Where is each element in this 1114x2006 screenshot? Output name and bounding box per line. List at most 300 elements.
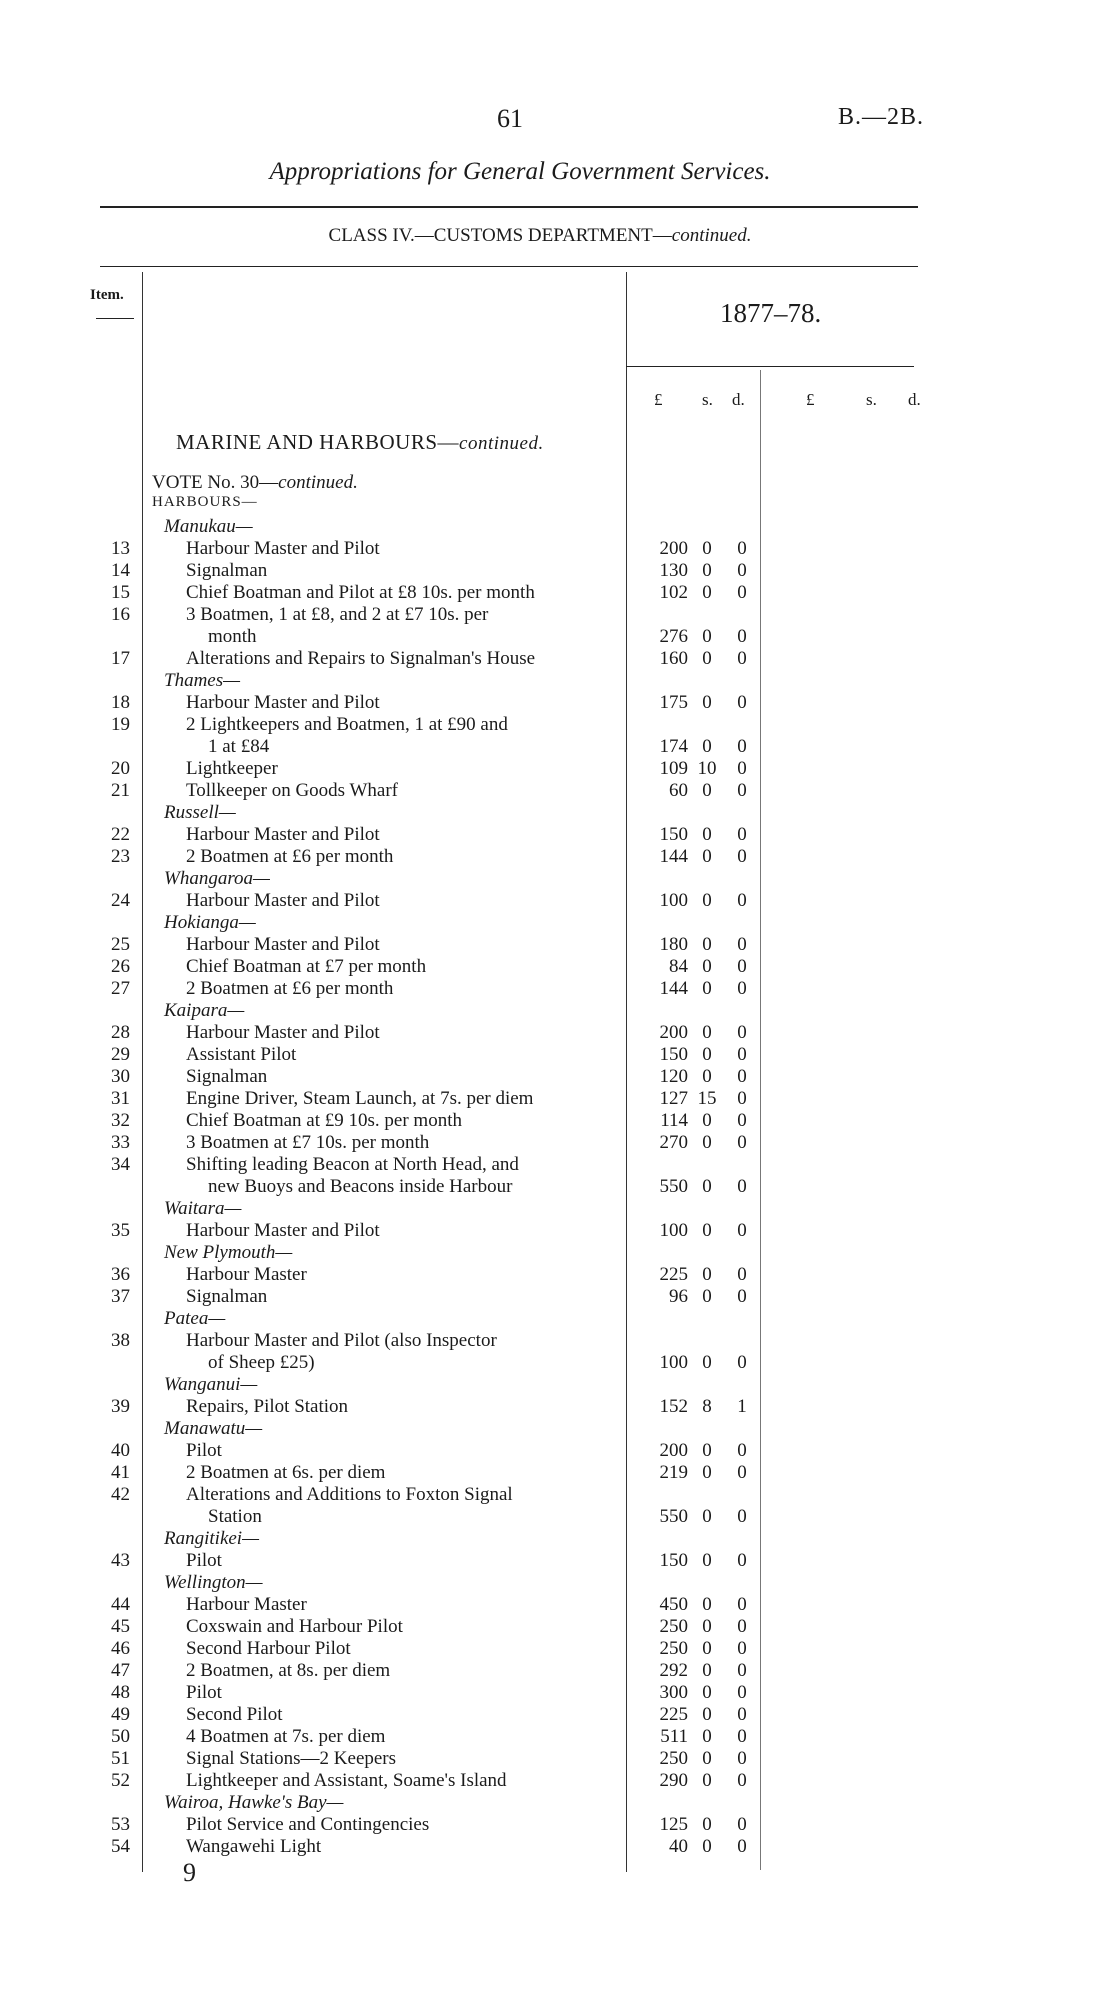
amount-pence: 0 (737, 1044, 747, 1065)
amount-pounds: 100 (659, 1352, 688, 1373)
item-description-text: Second Harbour Pilot (186, 1638, 351, 1659)
page-title: Appropriations for General Government Services. (269, 158, 771, 185)
item-description-text: Chief Boatman at £9 10s. per month (186, 1110, 462, 1131)
item-number: 28 (111, 1022, 130, 1043)
amount-shillings: 0 (702, 1066, 712, 1087)
amount-pounds: 120 (659, 1066, 688, 1087)
item-description (186, 1836, 616, 1858)
table-row (0, 1220, 1114, 1242)
amount-pence: 0 (737, 934, 747, 955)
amount-pence: 0 (737, 1638, 747, 1659)
item-description (186, 538, 616, 560)
amount-shillings: 10 (697, 758, 717, 779)
amount-pounds: 152 (659, 1396, 688, 1417)
amount-shillings: 0 (702, 1264, 712, 1285)
amount-pence: 0 (737, 1264, 747, 1285)
table-row (0, 890, 1114, 912)
item-description (186, 1132, 616, 1154)
item-number: 51 (111, 1748, 130, 1769)
group-heading: New Plymouth— (164, 1242, 293, 1263)
amount-pence: 0 (737, 692, 747, 713)
amount-pence: 0 (737, 1440, 747, 1461)
item-number: 40 (111, 1440, 130, 1461)
amount-pounds: 96 (669, 1286, 688, 1307)
amount-pence: 0 (737, 1088, 747, 1109)
item-description-text: Pilot (186, 1550, 222, 1571)
amount-pounds: 219 (659, 1462, 688, 1483)
table-row (0, 1132, 1114, 1154)
table-row (0, 934, 1114, 956)
amount-pounds: 125 (659, 1814, 688, 1835)
shillings-header: s. (702, 390, 713, 409)
amount-pounds: 127 (659, 1088, 688, 1109)
amount-pounds: 200 (659, 538, 688, 559)
amount-pounds: 250 (659, 1616, 688, 1637)
amount-pounds: 144 (659, 978, 688, 999)
item-number: 13 (111, 538, 130, 559)
group-heading: Manukau— (164, 516, 253, 537)
item-description (186, 1616, 616, 1638)
table-row (0, 956, 1114, 978)
item-description-continued: month (208, 626, 257, 647)
amount-pounds: 175 (659, 692, 688, 713)
amount-pounds: 174 (659, 736, 688, 757)
item-description (186, 604, 616, 626)
amount-pounds: 150 (659, 1044, 688, 1065)
table-row (0, 1440, 1114, 1462)
item-column-header: Item. (90, 287, 124, 303)
group-heading: Wairoa, Hawke's Bay— (164, 1792, 344, 1813)
title-rule (100, 206, 918, 208)
amount-pounds: 300 (659, 1682, 688, 1703)
item-description (186, 648, 616, 670)
amount-pence: 0 (737, 1682, 747, 1703)
amount-pounds: 450 (659, 1594, 688, 1615)
amount-pence: 0 (737, 1132, 747, 1153)
item-description-text: Repairs, Pilot Station (186, 1396, 349, 1417)
amount-shillings: 0 (702, 978, 712, 999)
amount-shillings: 0 (702, 1506, 712, 1527)
table-row (0, 1726, 1114, 1748)
item-number: 41 (111, 1462, 130, 1483)
amount-pence: 0 (737, 956, 747, 977)
amount-pounds: 130 (659, 560, 688, 581)
amount-shillings: 0 (702, 1638, 712, 1659)
item-description-text: Signalman (186, 560, 268, 581)
item-description (186, 1484, 616, 1506)
item-number: 45 (111, 1616, 130, 1637)
amount-pence: 0 (737, 1176, 747, 1197)
amount-pence: 0 (737, 846, 747, 867)
table-row (0, 1704, 1114, 1726)
class-heading (0, 225, 1040, 247)
shillings-header-2: s. (866, 390, 877, 409)
vote-text: VOTE No. 30— (152, 472, 279, 493)
item-number: 34 (111, 1154, 130, 1175)
table-row (0, 1660, 1114, 1682)
item-description (186, 1220, 616, 1242)
item-number: 48 (111, 1682, 130, 1703)
table-row (0, 1748, 1114, 1770)
item-number: 43 (111, 1550, 130, 1571)
item-description (186, 824, 616, 846)
item-description (186, 1154, 616, 1176)
group-heading: Wanganui— (164, 1374, 258, 1395)
item-description-text: Harbour Master and Pilot (also Inspector (186, 1330, 497, 1351)
amount-pence: 0 (737, 626, 747, 647)
item-number: 17 (111, 648, 130, 669)
amount-pence: 0 (737, 758, 747, 779)
item-number: 33 (111, 1132, 130, 1153)
amount-shillings: 0 (702, 626, 712, 647)
item-description-continued: new Buoys and Beacons inside Harbour (208, 1176, 513, 1197)
item-description-text: Tollkeeper on Goods Wharf (186, 780, 399, 801)
vote-suffix: continued. (278, 472, 358, 493)
amount-pence: 0 (737, 824, 747, 845)
item-number: 37 (111, 1286, 130, 1307)
amount-shillings: 0 (702, 1704, 712, 1725)
amount-pounds: 60 (669, 780, 688, 801)
item-number: 16 (111, 604, 130, 625)
amount-shillings: 0 (702, 1220, 712, 1241)
amount-shillings: 0 (702, 934, 712, 955)
item-description-text: Pilot Service and Contingencies (186, 1814, 430, 1835)
class-heading-suffix: continued. (671, 225, 752, 246)
amount-shillings: 0 (702, 1110, 712, 1131)
item-number: 14 (111, 560, 130, 581)
item-description-text: Harbour Master and Pilot (186, 934, 380, 955)
amount-pence: 0 (737, 1220, 747, 1241)
amount-pence: 0 (737, 538, 747, 559)
amount-pounds: 100 (659, 1220, 688, 1241)
amount-pounds: 250 (659, 1638, 688, 1659)
amount-shillings: 0 (702, 890, 712, 911)
item-description-text: Harbour Master and Pilot (186, 1022, 380, 1043)
amount-pence: 0 (737, 1066, 747, 1087)
amount-shillings: 0 (702, 1286, 712, 1307)
amount-shillings: 0 (702, 692, 712, 713)
amount-shillings: 15 (697, 1088, 717, 1109)
item-number: 44 (111, 1594, 130, 1615)
amount-pounds: 40 (669, 1836, 688, 1857)
pounds-header-2: £ (806, 390, 815, 409)
amount-pounds: 550 (659, 1506, 688, 1527)
amount-pence: 0 (737, 1286, 747, 1307)
item-description (186, 1330, 616, 1352)
table-row (0, 1044, 1114, 1066)
item-description (186, 934, 616, 956)
item-description-text: Wangawehi Light (186, 1836, 322, 1857)
amount-shillings: 0 (702, 1352, 712, 1373)
section-heading (176, 430, 544, 455)
table-row (0, 846, 1114, 868)
item-description (186, 1462, 616, 1484)
amount-pence: 0 (737, 1836, 747, 1857)
table-row (0, 1066, 1114, 1088)
item-description-continued: 1 at £84 (208, 736, 270, 757)
amount-pence: 0 (737, 1462, 747, 1483)
amount-pounds: 276 (659, 626, 688, 647)
class-rule (100, 266, 918, 267)
item-description-text: Harbour Master and Pilot (186, 824, 380, 845)
amount-pounds: 200 (659, 1022, 688, 1043)
item-description (186, 1682, 616, 1704)
table-row (0, 1022, 1114, 1044)
item-description-text: Harbour Master and Pilot (186, 890, 380, 911)
item-description-text: Harbour Master and Pilot (186, 692, 380, 713)
item-description (186, 1550, 616, 1572)
amount-shillings: 0 (702, 1748, 712, 1769)
item-description-text: 2 Boatmen at 6s. per diem (186, 1462, 386, 1483)
amount-pounds: 84 (669, 956, 688, 977)
group-heading: Patea— (164, 1308, 226, 1329)
item-description (186, 890, 616, 912)
item-number: 27 (111, 978, 130, 999)
table-row (0, 1594, 1114, 1616)
amount-pence: 0 (737, 780, 747, 801)
item-number: 53 (111, 1814, 130, 1835)
year-heading: 1877–78. (720, 298, 822, 328)
amount-shillings: 0 (702, 1044, 712, 1065)
item-description-text: Alterations and Additions to Foxton Signal (186, 1484, 513, 1505)
amount-pounds: 114 (660, 1110, 688, 1131)
document-reference: B.—2B. (837, 104, 924, 130)
table-row (0, 1088, 1114, 1110)
amount-shillings: 0 (702, 780, 712, 801)
amount-shillings: 0 (702, 1176, 712, 1197)
amount-pounds: 150 (659, 1550, 688, 1571)
amount-pence: 0 (737, 736, 747, 757)
item-description-text: Pilot (186, 1440, 222, 1461)
item-number: 49 (111, 1704, 130, 1725)
table-row (0, 1286, 1114, 1308)
item-description-text: 2 Boatmen at £6 per month (186, 846, 394, 867)
item-description-text: Pilot (186, 1682, 222, 1703)
item-number: 32 (111, 1110, 130, 1131)
item-description (186, 846, 616, 868)
item-number: 26 (111, 956, 130, 977)
item-number: 25 (111, 934, 130, 955)
table-row (0, 978, 1114, 1000)
item-number: 35 (111, 1220, 130, 1241)
table-row (0, 1484, 1114, 1527)
table-row (0, 582, 1114, 604)
item-description-text: Lightkeeper and Assistant, Soame's Island (186, 1770, 507, 1791)
item-number: 42 (111, 1484, 130, 1505)
amount-pence: 0 (737, 560, 747, 581)
amount-shillings: 0 (702, 1616, 712, 1637)
item-header-rule (96, 318, 134, 319)
amount-shillings: 0 (702, 736, 712, 757)
vote-heading (152, 472, 358, 494)
amount-pence: 0 (737, 582, 747, 603)
amount-shillings: 0 (702, 846, 712, 867)
item-description (186, 692, 616, 714)
group-heading: Wellington— (164, 1572, 263, 1593)
table-row (0, 1264, 1114, 1286)
item-description (186, 1396, 616, 1418)
item-description-text: Lightkeeper (186, 758, 278, 779)
table-row (0, 692, 1114, 714)
amount-pence: 0 (737, 1770, 747, 1791)
table-row (0, 1154, 1114, 1197)
amount-pounds: 225 (659, 1264, 688, 1285)
group-heading: Rangitikei— (164, 1528, 259, 1549)
amount-pence: 0 (737, 1748, 747, 1769)
amount-pounds: 511 (660, 1726, 688, 1747)
amount-pounds: 225 (659, 1704, 688, 1725)
item-number: 47 (111, 1660, 130, 1681)
table-row (0, 714, 1114, 757)
amount-shillings: 0 (702, 824, 712, 845)
amount-shillings: 0 (702, 956, 712, 977)
amount-shillings: 0 (702, 560, 712, 581)
item-number: 23 (111, 846, 130, 867)
item-description-text: Signalman (186, 1286, 268, 1307)
item-description (186, 1088, 616, 1110)
pounds-header: £ (654, 390, 663, 409)
amount-pence: 0 (737, 1616, 747, 1637)
group-heading: Manawatu— (164, 1418, 263, 1439)
item-description (186, 1594, 616, 1616)
item-description-text: Harbour Master and Pilot (186, 538, 380, 559)
amount-shillings: 0 (702, 1770, 712, 1791)
item-description-text: 4 Boatmen at 7s. per diem (186, 1726, 386, 1747)
table-row (0, 1638, 1114, 1660)
amount-pence: 0 (737, 1022, 747, 1043)
item-description-text: Alterations and Repairs to Signalman's House (186, 648, 536, 669)
item-description-text: Harbour Master (186, 1594, 307, 1615)
item-description (186, 978, 616, 1000)
item-number: 39 (111, 1396, 130, 1417)
section-heading-text: MARINE AND HARBOURS— (176, 430, 460, 454)
item-description (186, 1286, 616, 1308)
class-heading-text: CLASS IV.—CUSTOMS DEPARTMENT— (328, 225, 672, 246)
group-heading: Russell— (164, 802, 236, 823)
table-row (0, 604, 1114, 647)
amount-shillings: 0 (702, 1550, 712, 1571)
amount-pounds: 250 (659, 1748, 688, 1769)
item-number: 24 (111, 890, 130, 911)
amount-pounds: 100 (659, 890, 688, 911)
item-number: 30 (111, 1066, 130, 1087)
item-number: 19 (111, 714, 130, 735)
item-description (186, 1066, 616, 1088)
item-number: 54 (111, 1836, 130, 1857)
item-number: 29 (111, 1044, 130, 1065)
item-number: 38 (111, 1330, 130, 1351)
amount-pounds: 144 (659, 846, 688, 867)
item-description (186, 1748, 616, 1770)
item-description-text: Second Pilot (186, 1704, 283, 1725)
item-number: 21 (111, 780, 130, 801)
amount-pounds: 550 (659, 1176, 688, 1197)
item-description (186, 714, 616, 736)
item-number: 50 (111, 1726, 130, 1747)
table-row (0, 1616, 1114, 1638)
amount-pence: 1 (737, 1396, 747, 1417)
item-description (186, 1814, 616, 1836)
item-description-text: Harbour Master (186, 1264, 307, 1285)
item-number: 22 (111, 824, 130, 845)
amount-shillings: 0 (702, 1682, 712, 1703)
table-row (0, 538, 1114, 560)
item-description-text: Signal Stations—2 Keepers (186, 1748, 397, 1769)
item-description (186, 560, 616, 582)
amount-shillings: 8 (702, 1396, 712, 1417)
table-row (0, 1814, 1114, 1836)
item-description-text: 3 Boatmen, 1 at £8, and 2 at £7 10s. per (186, 604, 489, 625)
amount-shillings: 0 (702, 582, 712, 603)
item-description (186, 956, 616, 978)
item-number: 20 (111, 758, 130, 779)
amount-pounds: 200 (659, 1440, 688, 1461)
amount-pounds: 102 (659, 582, 688, 603)
table-row (0, 780, 1114, 802)
amount-pence: 0 (737, 1352, 747, 1373)
item-number: 18 (111, 692, 130, 713)
item-description (186, 1044, 616, 1066)
pence-header: d. (732, 390, 745, 409)
section-heading-suffix: continued. (459, 433, 544, 454)
item-description (186, 1264, 616, 1286)
amount-pounds: 292 (659, 1660, 688, 1681)
item-description-text: 3 Boatmen at £7 10s. per month (186, 1132, 430, 1153)
item-number: 31 (111, 1088, 130, 1109)
group-heading: Kaipara— (164, 1000, 245, 1021)
item-description (186, 758, 616, 780)
item-description-text: Chief Boatman and Pilot at £8 10s. per month (186, 582, 535, 603)
table-row (0, 1330, 1114, 1373)
item-number: 52 (111, 1770, 130, 1791)
item-description-continued: Station (208, 1506, 262, 1527)
item-description-continued: of Sheep £25) (208, 1352, 315, 1373)
table-row (0, 824, 1114, 846)
amount-shillings: 0 (702, 648, 712, 669)
item-number: 15 (111, 582, 130, 603)
amount-pounds: 160 (659, 648, 688, 669)
amount-pounds: 270 (659, 1132, 688, 1153)
page-number: 61 (497, 104, 523, 133)
item-description-text: 2 Boatmen at £6 per month (186, 978, 394, 999)
table-row (0, 1396, 1114, 1418)
group-heading: Whangaroa— (164, 868, 270, 889)
amount-pounds: 109 (659, 758, 688, 779)
table-row (0, 1110, 1114, 1132)
footer-mark: 9 (183, 1858, 196, 1887)
amount-pence: 0 (737, 890, 747, 911)
pence-header-2: d. (908, 390, 921, 409)
item-description-text: Harbour Master and Pilot (186, 1220, 380, 1241)
item-description (186, 1770, 616, 1792)
amount-pounds: 290 (659, 1770, 688, 1791)
item-description (186, 1440, 616, 1462)
amount-shillings: 0 (702, 1660, 712, 1681)
item-description (186, 780, 616, 802)
item-description-text: Shifting leading Beacon at North Head, and (186, 1154, 519, 1175)
amount-pence: 0 (737, 978, 747, 999)
group-heading: Thames— (164, 670, 241, 691)
table-row (0, 648, 1114, 670)
amount-shillings: 0 (702, 1022, 712, 1043)
item-description (186, 1660, 616, 1682)
amount-pence: 0 (737, 648, 747, 669)
item-description (186, 1022, 616, 1044)
amount-shillings: 0 (702, 538, 712, 559)
item-description-text: 2 Lightkeepers and Boatmen, 1 at £90 and (186, 714, 508, 735)
item-description-text: 2 Boatmen, at 8s. per diem (186, 1660, 391, 1681)
amount-pence: 0 (737, 1660, 747, 1681)
